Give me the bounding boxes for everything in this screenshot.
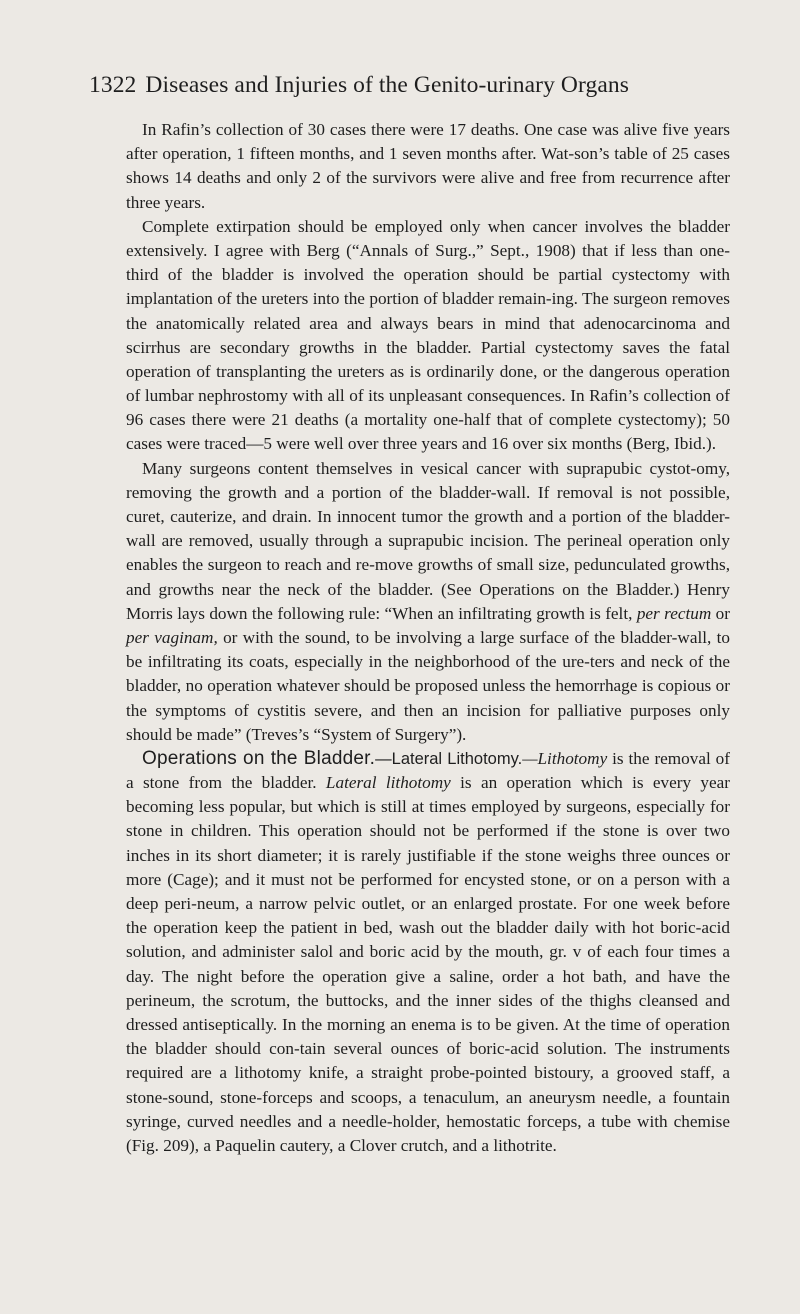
- body-text: [126, 118, 730, 1158]
- running-head: [89, 70, 719, 100]
- paragraph-text: or: [711, 603, 730, 623]
- paragraph-suprapubic-cystotomy: [126, 457, 730, 747]
- paragraph-text: Many surgeons content themselves in vesical cancer with suprapubic cystot-omy, removing the growth and a portion of the bladder-wall. If removal is not possible, curet, cauterize, and drain. In innocent tumor the growth and a portion of the bladder-wall are removed, usually through a suprapubic incision. The perineal operation only enables the surgeon to reach and re-move growths of small size, pedunculated growths, and growths near the neck of the bladder. (See Operations on the Bladder.) Henry Morris lays down the following rule: “When an infiltrating growth is felt,: [126, 458, 730, 623]
- paragraph-lateral-lithotomy: [126, 747, 730, 1158]
- paragraph-text: is an operation which is every year becoming less popular, but which is still at times employed by surgeons, especially for stone in children. This operation should not be performed if the stone is over two inches in its short diameter; it is rarely justifiable if the stone weighs three ounces or more (Cage); and it must not be performed for encysted stone, or on a person with a deep peri-neum, a narrow pelvic outlet, or an enlarged prostate. For one week before the operation keep the patient in bed, wash out the bladder daily with hot boric-acid solution, and administer salol and boric acid by the mouth, gr. v of each four times a day. The night before the operation give a saline, order a hot bath, and have the perineum, the scrotum, the buttocks, and the inner sides of the thighs cleansed and dressed antiseptically. In the morning an enema is to be given. At the time of operation the bladder should con-tain several ounces of boric-acid solution. The instruments required are a lithotomy knife, a straight probe-pointed bistoury, a grooved staff, a stone-sound, stone-forceps and scoops, a tenaculum, an aneurysm needle, a fountain syringe, curved needles and a needle-holder, hemostatic forceps, a tube with chemise (Fig. 209), a Paquelin cautery, a Clover crutch, and a lithotrite.: [126, 773, 731, 1155]
- section-subheading: —Lateral Lithotomy.: [375, 749, 523, 768]
- italic-term: per rectum: [636, 603, 712, 623]
- paragraph-text: or with the sound, to be involving a large surface of the bladder-wall, to be infiltrating its coats, especially in the neighborhood of the ure-ters and neck of the bladder, no operation whatever should be proposed unless the hemorrhage is copious or the symptoms of cystitis severe, and then an incision for palliative purposes only should be made” (Treves’s “System of Surgery”).: [126, 627, 731, 744]
- page-number: 1322: [89, 72, 137, 98]
- italic-term: —Lithotomy: [522, 748, 608, 768]
- section-heading: Operations on the Bladder.: [142, 747, 376, 769]
- paragraph-complete-extirpation: Complete extirpation should be employed only when cancer involves the bladder extensively. I agree with Berg (“Annals of Surg.,” Sept., 1908) that if less than one-third of the bladder is involved the operation should be partial cystectomy with implantation of the ureters into the portion of bladder remain-ing. The surgeon removes the anatomically related area and always bears in mind that adenocarcinoma and scirrhus are secondary growths in the bladder. Partial cystectomy saves the fatal operation of transplanting the ureters as is ordinarily done, or the dangerous operation of lumbar nephrostomy with all of its unpleasant consequences. In Rafin’s collection of 96 cases there were 21 deaths (a mortality one-half that of complete cystectomy); 50 cases were traced—5 were well over three years and 16 over six months (Berg, Ibid.).: [126, 216, 730, 454]
- paragraph-rafin-results: In Rafin’s collection of 30 cases there were 17 deaths. One case was alive five years after operation, 1 fifteen months, and 1 seven months after. Wat-son’s table of 25 cases shows 14 deaths and only 2 of the survivors were alive and free from recurrence after three years.: [126, 120, 730, 212]
- italic-term: per vaginam,: [126, 627, 218, 647]
- chapter-title: Diseases and Injuries of the Genito-urinary Organs: [145, 72, 629, 98]
- paragraph-text: is the removal of a stone from the bladder.: [126, 748, 730, 793]
- italic-term: Lateral lithotomy: [325, 773, 451, 793]
